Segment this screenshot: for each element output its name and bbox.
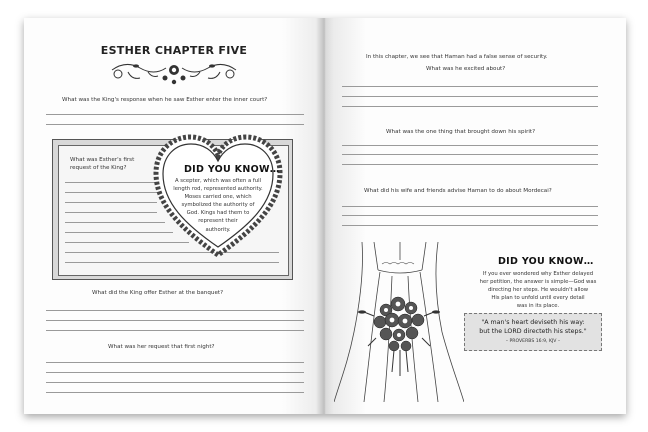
answer-line[interactable] (65, 212, 157, 213)
answer-line[interactable] (46, 114, 304, 115)
question-brought-down-spirit: What was the one thing that brought down his spirit? (386, 129, 536, 135)
scripture-quote-box (464, 313, 602, 351)
answer-line[interactable] (46, 372, 304, 373)
answer-line[interactable] (46, 320, 304, 321)
intro-line: In this chapter, we see that Haman had a false sense of security. (366, 54, 548, 60)
answer-line[interactable] (342, 206, 598, 207)
answer-line[interactable] (342, 145, 598, 146)
answer-line[interactable] (342, 106, 598, 107)
answer-line[interactable] (342, 215, 598, 216)
answer-line[interactable] (65, 222, 165, 223)
did-you-know-title: DID YOU KNOW… (184, 164, 280, 175)
answer-line[interactable] (46, 330, 304, 331)
answer-line[interactable] (342, 164, 598, 165)
quote-line-2: but the LORD directeth his steps." (479, 328, 587, 335)
answer-line[interactable] (46, 392, 304, 393)
book-spine (316, 18, 334, 414)
answer-line[interactable] (342, 96, 598, 97)
answer-line[interactable] (46, 382, 304, 383)
quote-reference: – PROVERBS 16:9, KJV – (505, 339, 561, 344)
did-you-know-title-right: DID YOU KNOW… (498, 256, 594, 267)
box-question-line-1: What was Esther's first (70, 157, 135, 163)
answer-line[interactable] (342, 225, 598, 226)
quote-line-1: "A man's heart deviseth his way: (481, 319, 585, 326)
answer-line[interactable] (65, 192, 157, 193)
open-workbook (24, 18, 626, 414)
right-page (324, 18, 626, 414)
question-advise-mordecai: What did his wife and friends advise Haman to do about Mordecai? (364, 188, 552, 194)
answer-line[interactable] (65, 262, 279, 263)
answer-line[interactable] (65, 202, 157, 203)
flourish-ornament-icon (108, 58, 240, 88)
question-king-offer: What did the King offer Esther at the banquet? (92, 290, 224, 296)
did-you-know-text-right: If you ever wondered why Esther delayed her petition, the answer is simple—God was directing her steps. He wouldn't allow His plan to unfold until every detail was in its place. (479, 271, 597, 310)
answer-line[interactable] (342, 154, 598, 155)
box-question-line-2: request of the King? (70, 165, 127, 171)
answer-line[interactable] (65, 182, 157, 183)
bridal-bouquet-illustration (334, 242, 464, 402)
question-excited-about: What was he excited about? (426, 66, 506, 72)
left-page (24, 18, 324, 414)
answer-line[interactable] (46, 310, 304, 311)
chapter-title: ESTHER CHAPTER FIVE (100, 44, 248, 57)
answer-line[interactable] (342, 86, 598, 87)
did-you-know-text: A scepter, which was often a full length rod, represented authority. Moses carried one, which symbolized the authority of God. Kings had them to represent their authority. (173, 178, 263, 233)
answer-line[interactable] (46, 124, 304, 125)
answer-line[interactable] (46, 362, 304, 363)
question-first-night: What was her request that first night? (108, 344, 215, 350)
question-kings-response: What was the King's response when he saw Esther enter the inner court? (62, 97, 268, 103)
